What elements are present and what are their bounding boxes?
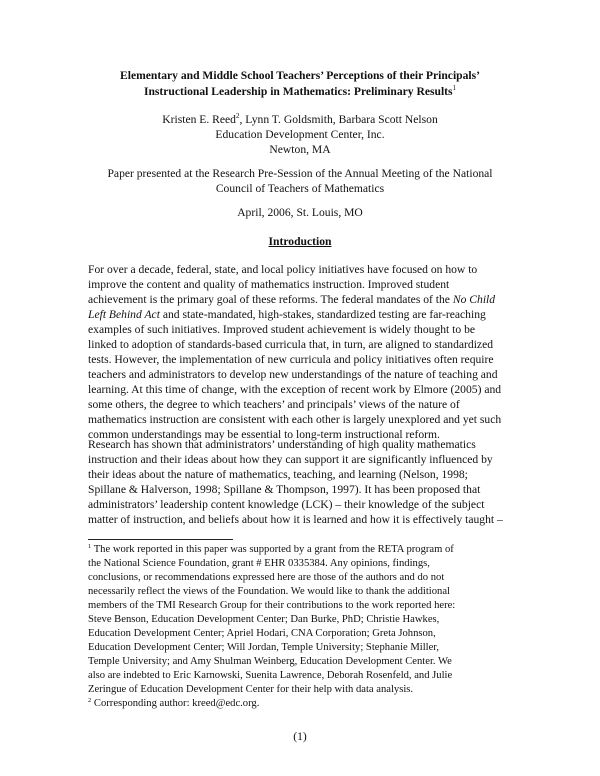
footnote-marker: 2 bbox=[88, 697, 92, 704]
paragraph-line: For over a decade, federal, state, and local policy initiatives have focused on how to bbox=[88, 263, 478, 276]
paragraph-line: teachers and administrators to develop new understandings of the nature of teaching and bbox=[88, 368, 498, 381]
author-footnote-marker: 2 bbox=[235, 112, 240, 120]
title-line-1: Elementary and Middle School Teachers’ Perceptions of their Principals’ bbox=[119, 69, 481, 82]
paragraph-line bbox=[88, 292, 522, 307]
footnote-line: Temple University; and Amy Shulman Weinberg, Education Development Center. We bbox=[88, 656, 452, 667]
presentation-note bbox=[70, 166, 530, 196]
footnote-text: The work reported in this paper was supported by a grant from the RETA program of bbox=[91, 544, 454, 555]
author-location: Newton, MA bbox=[269, 143, 331, 156]
author-name-1: Kristen E. Reed bbox=[162, 113, 236, 126]
footnote-line bbox=[88, 697, 528, 711]
intro-paragraph-1 bbox=[88, 262, 522, 442]
section-heading: Introduction bbox=[268, 235, 332, 248]
paragraph-line: improve the content and quality of mathematics instruction. Improved student bbox=[88, 278, 450, 291]
author-affiliation: Education Development Center, Inc. bbox=[215, 128, 385, 141]
footnote-marker: 1 bbox=[88, 543, 92, 550]
paragraph-line: examples of such initiatives. Improved student achievement is widely thought to be bbox=[88, 323, 476, 336]
title-line-2: Instructional Leadership in Mathematics: Preliminary Results bbox=[143, 85, 453, 98]
paragraph-line: tests. However, the implementation of new curricula and policy initiatives often require bbox=[88, 353, 494, 366]
paragraph-line: linked to adoption of standards-based curricula that, in turn, are aligned to standardized bbox=[88, 338, 494, 351]
paragraph-line bbox=[88, 307, 522, 322]
footnote-line: the National Science Foundation, grant # EHR 0335384. Any opinions, findings, bbox=[88, 558, 430, 569]
footnote-line: Zeringue of Education Development Center for their help with data analysis. bbox=[88, 684, 414, 695]
presentation-line-1: Paper presented at the Research Pre-Session of the Annual Meeting of the National bbox=[107, 167, 493, 180]
footnote-line: conclusions, or recommendations expressed here are those of the authors and do not bbox=[88, 572, 445, 583]
presentation-line-2: Council of Teachers of Mathematics bbox=[215, 182, 385, 195]
paragraph-line: Research has shown that administrators’ understanding of high quality mathematics bbox=[88, 438, 476, 451]
paragraph-line: Spillane & Halverson, 1998; Spillane & Thompson, 1997). It has been proposed that bbox=[88, 483, 481, 496]
title-footnote-marker: 1 bbox=[452, 84, 457, 92]
intro-paragraph-2 bbox=[88, 437, 522, 527]
footnote-line bbox=[88, 543, 528, 557]
author-block bbox=[70, 112, 530, 157]
footnote-1 bbox=[88, 543, 528, 711]
footnote-line: members of the TMI Research Group for their contributions to the work reported here: bbox=[88, 600, 456, 611]
date-place: April, 2006, St. Louis, MO bbox=[237, 206, 363, 219]
paragraph-line: mathematics instruction are consistent with each other is largely unexplored and yet such bbox=[88, 413, 502, 426]
italic-title: No Child bbox=[452, 293, 496, 306]
paragraph-line: learning. At this time of change, with the exception of recent work by Elmore (2005) and bbox=[88, 383, 502, 396]
footnote-text: Corresponding author: kreed@edc.org. bbox=[91, 698, 260, 709]
footnote-line: Education Development Center; Apriel Hodari, CNA Corporation; Greta Johnson, bbox=[88, 628, 436, 639]
paragraph-text: achievement is the primary goal of these reforms. The federal mandates of the bbox=[88, 293, 450, 306]
paragraph-line: instruction and their ideas about how they can support it are significantly influenced by bbox=[88, 453, 493, 466]
footnote-separator bbox=[88, 539, 233, 540]
italic-title: Left Behind Act bbox=[88, 308, 160, 321]
paragraph-line: matter of instruction, and beliefs about how it is learned and how it is effectively taught – bbox=[88, 513, 503, 526]
paragraph-line: some others, the degree to which teachers’ and principals’ views of the nature of bbox=[88, 398, 460, 411]
paragraph-line: common understandings may be essential to long-term instructional reform. bbox=[88, 428, 440, 441]
footnote-line: Education Development Center; Will Jordan, Temple University; Stephanie Miller, bbox=[88, 642, 440, 653]
footnote-line: Steve Benson, Education Development Center; Dan Burke, PhD; Christie Hawkes, bbox=[88, 614, 440, 625]
footnote-line: necessarily reflect the views of the Foundation. We would like to thank the additional bbox=[88, 586, 450, 597]
author-names-rest: , Lynn T. Goldsmith, Barbara Scott Nelson bbox=[239, 113, 438, 126]
paper-title bbox=[80, 68, 520, 100]
footnote-line: also are indebted to Eric Karnowski, Suenita Lawrence, Deborah Rosenfeld, and Julie bbox=[88, 670, 453, 681]
paragraph-line: administrators’ leadership content knowledge (LCK) – their knowledge of the subject bbox=[88, 498, 485, 511]
page-number: (1) bbox=[293, 730, 307, 743]
paragraph-text: and state-mandated, high-stakes, standardized testing are far-reaching bbox=[159, 308, 486, 321]
paragraph-line: their ideas about the nature of mathematics, teaching, and learning (Nelson, 1998; bbox=[88, 468, 468, 481]
